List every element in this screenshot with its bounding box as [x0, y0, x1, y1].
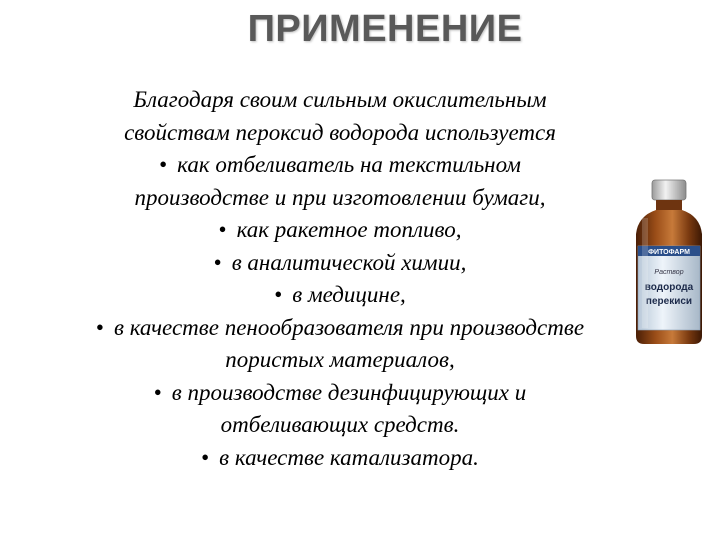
- bullet-icon: •: [201, 444, 210, 470]
- list-item-text: как отбеливатель на текстильном: [177, 152, 521, 177]
- list-item-text: в аналитической химии,: [231, 249, 467, 275]
- list-item: [10, 279, 670, 312]
- list-item: [10, 377, 670, 410]
- body-text: [10, 84, 670, 474]
- bottle-brand: ФИТОФАРМ: [648, 249, 690, 256]
- list-item-text: в качестве катализатора.: [219, 444, 479, 470]
- list-item: [10, 247, 670, 280]
- list-item-text: в медицине,: [292, 282, 406, 307]
- bullet-icon: •: [218, 217, 227, 242]
- list-item: [10, 312, 670, 345]
- list-item-text: в производстве дезинфицирующих и: [171, 379, 527, 405]
- intro-line: свойствам пероксид водорода используется: [124, 119, 556, 145]
- list-item-continuation: отбеливающих средств.: [220, 412, 460, 437]
- intro-line: Благодаря своим сильным окислительным: [133, 87, 547, 112]
- list-item: [10, 214, 670, 247]
- bottle-icon: [628, 178, 710, 348]
- list-item-continuation: пористых материалов,: [225, 347, 455, 372]
- peroxide-bottle-image: [628, 178, 710, 348]
- bottle-line1: водорода: [644, 282, 694, 293]
- slide-title: ПРИМЕНЕНИЕ: [247, 8, 523, 50]
- bottle-line2: перекиси: [645, 296, 693, 307]
- bullet-icon: •: [274, 282, 283, 307]
- list-item-continuation: производстве и при изготовлении бумаги,: [134, 184, 546, 210]
- bullet-icon: •: [213, 249, 222, 275]
- list-item-text: в качестве пенообразователя при производстве: [113, 314, 585, 340]
- bottle-small-text: Раствор: [654, 269, 684, 276]
- bullet-icon: •: [153, 379, 162, 405]
- list-item: [10, 149, 670, 182]
- list-item-text: как ракетное топливо,: [236, 217, 462, 242]
- list-item: [10, 442, 670, 475]
- bullet-icon: •: [159, 152, 168, 177]
- bullet-icon: •: [95, 314, 104, 340]
